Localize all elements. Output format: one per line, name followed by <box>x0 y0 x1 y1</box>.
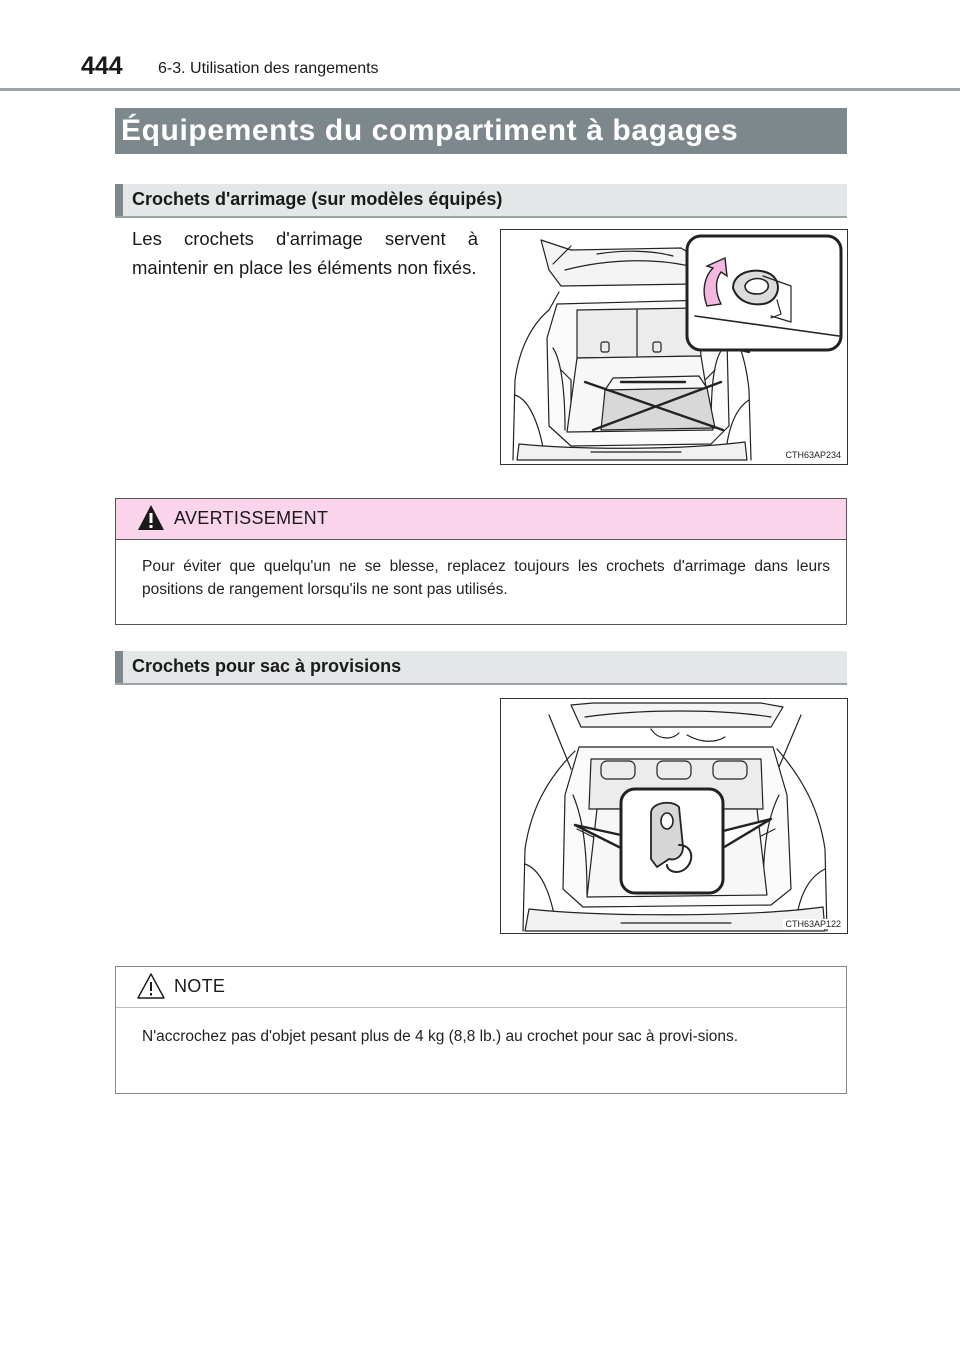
page-number: 444 <box>81 52 123 80</box>
subheading-shopping-bag-hooks <box>115 651 847 685</box>
caution-triangle-icon <box>136 971 166 1001</box>
warning-header <box>116 499 846 540</box>
subheading-text: Crochets d'arrimage (sur modèles équipés) <box>132 189 503 209</box>
note-title: NOTE <box>174 976 226 996</box>
warning-title: AVERTISSEMENT <box>174 508 329 528</box>
subheading-tie-down-hooks <box>115 184 847 218</box>
header-rule <box>0 88 960 91</box>
section-label: 6-3. Utilisation des rangements <box>158 60 379 77</box>
page-title-bar <box>115 108 847 154</box>
warning-triangle-icon <box>136 503 166 533</box>
subheading-text: Crochets pour sac à provisions <box>132 656 402 676</box>
shopping-hook-illustration <box>501 699 847 933</box>
note-text: N'accrochez pas d'objet pesant plus de 4 kg (8,8 lb.) au crochet pour sac à provi-sions. <box>142 1028 739 1045</box>
page-header <box>0 0 960 92</box>
figure-code: CTH63AP234 <box>785 450 841 460</box>
cargo-area-illustration <box>501 230 847 464</box>
figure-code: CTH63AP122 <box>785 919 841 929</box>
figure-tie-down-hooks <box>500 229 848 465</box>
warning-text: Pour éviter que quelqu'un ne se blesse, replacez toujours les crochets d'arrimage dans leurs positions de rangement lorsqu'ils ne sont pas utilisés. <box>142 558 830 598</box>
page-title: Équipements du compartiment à bagages <box>121 114 739 147</box>
note-header <box>116 967 846 1008</box>
tie-down-description: Les crochets d'arrimage servent à maintenir en place les éléments non fixés. <box>132 228 478 278</box>
figure-shopping-bag-hooks <box>500 698 848 934</box>
warning-box <box>115 498 847 625</box>
note-box <box>115 966 847 1094</box>
